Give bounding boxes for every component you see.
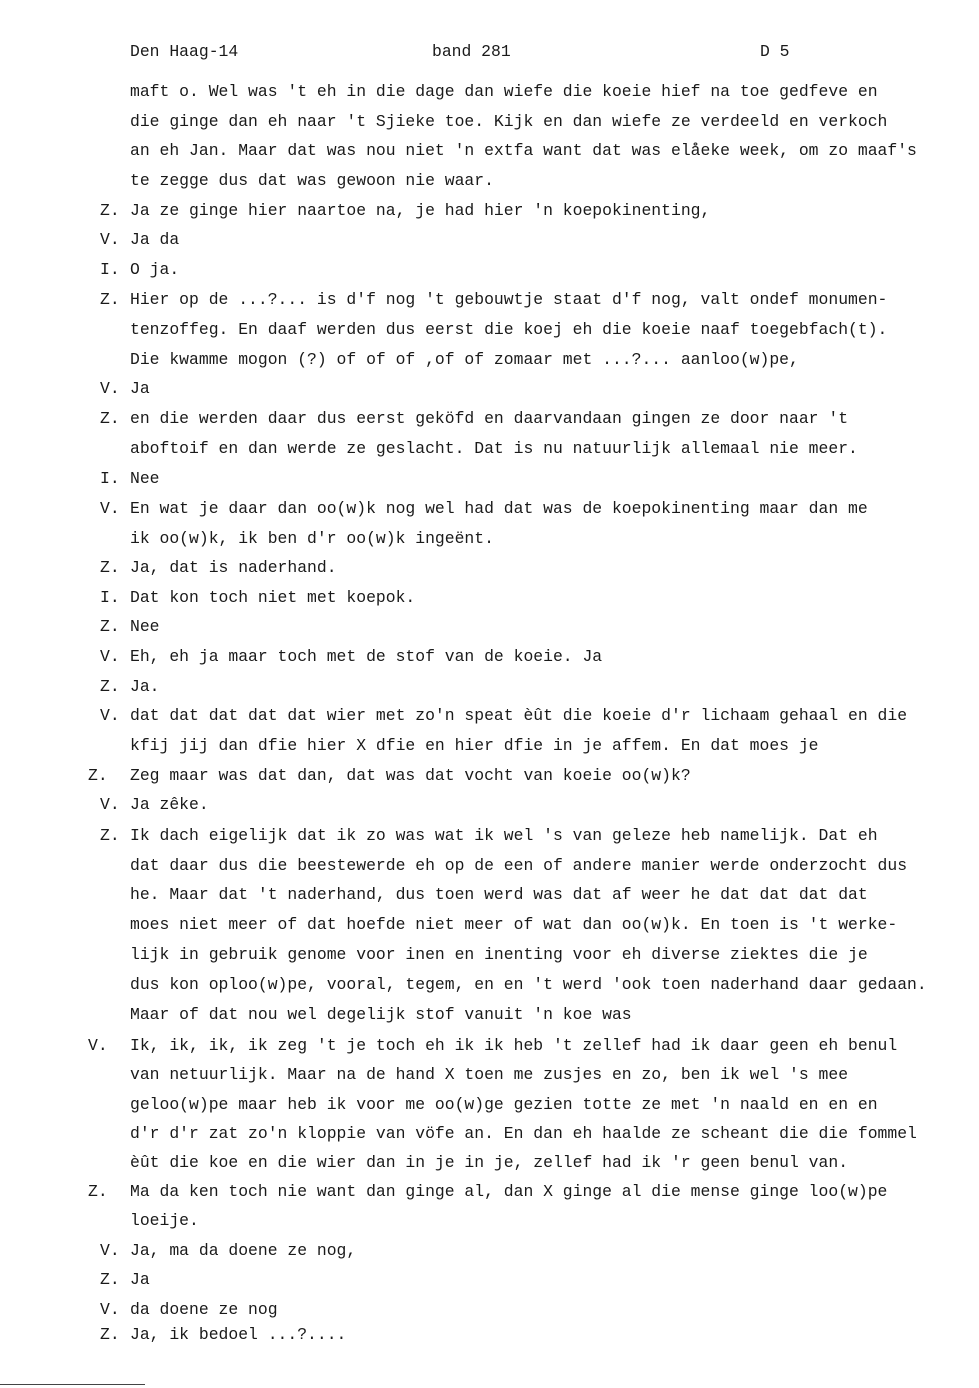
line-text: he. Maar dat 't naderhand, dus toen werd was dat af weer he dat dat dat dat bbox=[130, 885, 868, 904]
speaker-label: V. bbox=[100, 795, 120, 814]
line-text: Ja ze ginge hier naartoe na, je had hier 'n koepokinenting, bbox=[130, 201, 711, 220]
line-text: Zeg maar was dat dan, dat was dat vocht van koeie oo(w)k? bbox=[130, 766, 691, 785]
speaker-label: Z. bbox=[100, 677, 120, 696]
speaker-label: V. bbox=[100, 499, 120, 518]
speaker-label: V. bbox=[88, 1036, 108, 1055]
speaker-label: Z. bbox=[88, 1182, 108, 1201]
line-text: moes niet meer of dat hoefde niet meer of wat dan oo(w)k. En toen is 't werke- bbox=[130, 915, 898, 934]
line-text: O ja. bbox=[130, 260, 180, 279]
line-text: kfij jij dan dfie hier X dfie en hier dfie in je affem. En dat moes je bbox=[130, 736, 819, 755]
speaker-label: V. bbox=[100, 706, 120, 725]
line-text: dat daar dus die beestewerde eh op de een of andere manier werde onderzocht dus bbox=[130, 856, 908, 875]
header-page: D 5 bbox=[760, 42, 790, 61]
line-text: Eh, eh ja maar toch met de stof van de koeie. Ja bbox=[130, 647, 603, 666]
line-text: Ma da ken toch nie want dan ginge al, dan X ginge al die mense ginge loo(w)pe bbox=[130, 1182, 888, 1201]
line-text: ik oo(w)k, ik ben d'r oo(w)k ingeënt. bbox=[130, 529, 494, 548]
line-text: die ginge dan eh naar 't Sjieke toe. Kijk en dan wiefe ze verdeeld en verkoch bbox=[130, 112, 888, 131]
line-text: lijk in gebruik genome voor inen en inenting voor eh diverse ziektes die je bbox=[130, 945, 868, 964]
speaker-label: Z. bbox=[100, 826, 120, 845]
speaker-label: I. bbox=[100, 260, 120, 279]
line-text: d'r d'r zat zo'n kloppie van vöfe an. En dan eh haalde ze scheant die die fommel bbox=[130, 1124, 917, 1143]
speaker-label: Z. bbox=[100, 617, 120, 636]
speaker-label: V. bbox=[100, 647, 120, 666]
line-text: Ja bbox=[130, 379, 150, 398]
speaker-label: V. bbox=[100, 1241, 120, 1260]
line-text: Die kwamme mogon (?) of of of ,of of zomaar met ...?... aanloo(w)pe, bbox=[130, 350, 799, 369]
speaker-label: Z. bbox=[100, 1270, 120, 1289]
speaker-label: Z. bbox=[100, 290, 120, 309]
line-text: an eh Jan. Maar dat was nou niet 'n extfa want dat was elåeke week, om zo maaf's bbox=[130, 141, 917, 160]
line-text: èût die koe en die wier dan in je in je, zellef had ik 'r geen benul van. bbox=[130, 1153, 849, 1172]
line-text: Ik dach eigelijk dat ik zo was wat ik wel 's van geleze heb namelijk. Dat eh bbox=[130, 826, 878, 845]
speaker-label: Z. bbox=[100, 1325, 120, 1344]
line-text: loeije. bbox=[130, 1211, 199, 1230]
line-text: te zegge dus dat was gewoon nie waar. bbox=[130, 171, 494, 190]
line-text: Ja, ma da doene ze nog, bbox=[130, 1241, 357, 1260]
line-text: aboftoif en dan werde ze geslacht. Dat is nu natuurlijk allemaal nie meer. bbox=[130, 439, 858, 458]
line-text: Nee bbox=[130, 617, 160, 636]
line-text: maft o. Wel was 't eh in die dage dan wiefe die koeie hief na toe gedfeve en bbox=[130, 82, 878, 101]
line-text: Dat kon toch niet met koepok. bbox=[130, 588, 416, 607]
line-text: Hier op de ...?... is d'f nog 't gebouwtje staat d'f nog, valt ondef monumen- bbox=[130, 290, 888, 309]
line-text: Nee bbox=[130, 469, 160, 488]
speaker-label: V. bbox=[100, 230, 120, 249]
speaker-label: Z. bbox=[88, 766, 108, 785]
line-text: dat dat dat dat dat wier met zo'n speat èût die koeie d'r lichaam gehaal en die bbox=[130, 706, 908, 725]
speaker-label: Z. bbox=[100, 558, 120, 577]
line-text: Ja, dat is naderhand. bbox=[130, 558, 337, 577]
line-text: Ja zêke. bbox=[130, 795, 209, 814]
line-text: Ik, ik, ik, ik zeg 't je toch eh ik ik heb 't zellef had ik daar geen eh benul bbox=[130, 1036, 898, 1055]
header-tape: band 281 bbox=[432, 42, 511, 61]
speaker-label: V. bbox=[100, 379, 120, 398]
line-text: En wat je daar dan oo(w)k nog wel had dat was de koepokinenting maar dan me bbox=[130, 499, 868, 518]
speaker-label: I. bbox=[100, 588, 120, 607]
line-text: Ja. bbox=[130, 677, 160, 696]
speaker-label: V. bbox=[100, 1300, 120, 1319]
line-text: tenzoffeg. En daaf werden dus eerst die koej eh die koeie naaf toegebfach(t). bbox=[130, 320, 888, 339]
speaker-label: Z. bbox=[100, 409, 120, 428]
line-text: van netuurlijk. Maar na de hand X toen me zusjes en zo, ben ik wel 's mee bbox=[130, 1065, 849, 1084]
line-text: en die werden daar dus eerst geköfd en daarvandaan gingen ze door naar 't bbox=[130, 409, 849, 428]
speaker-label: Z. bbox=[100, 201, 120, 220]
line-text: dus kon oploo(w)pe, vooral, tegem, en en 't werd 'ook toen naderhand daar gedaan. bbox=[130, 975, 927, 994]
footer-rule bbox=[0, 1384, 145, 1385]
line-text: Ja bbox=[130, 1270, 150, 1289]
header-location: Den Haag-14 bbox=[130, 42, 239, 61]
line-text: Maar of dat nou wel degelijk stof vanuit 'n koe was bbox=[130, 1005, 632, 1024]
line-text: geloo(w)pe maar heb ik voor me oo(w)ge gezien totte ze met 'n naald en en en bbox=[130, 1095, 878, 1114]
speaker-label: I. bbox=[100, 469, 120, 488]
line-text: da doene ze nog bbox=[130, 1300, 278, 1319]
line-text: Ja da bbox=[130, 230, 180, 249]
line-text: Ja, ik bedoel ...?.... bbox=[130, 1325, 347, 1344]
